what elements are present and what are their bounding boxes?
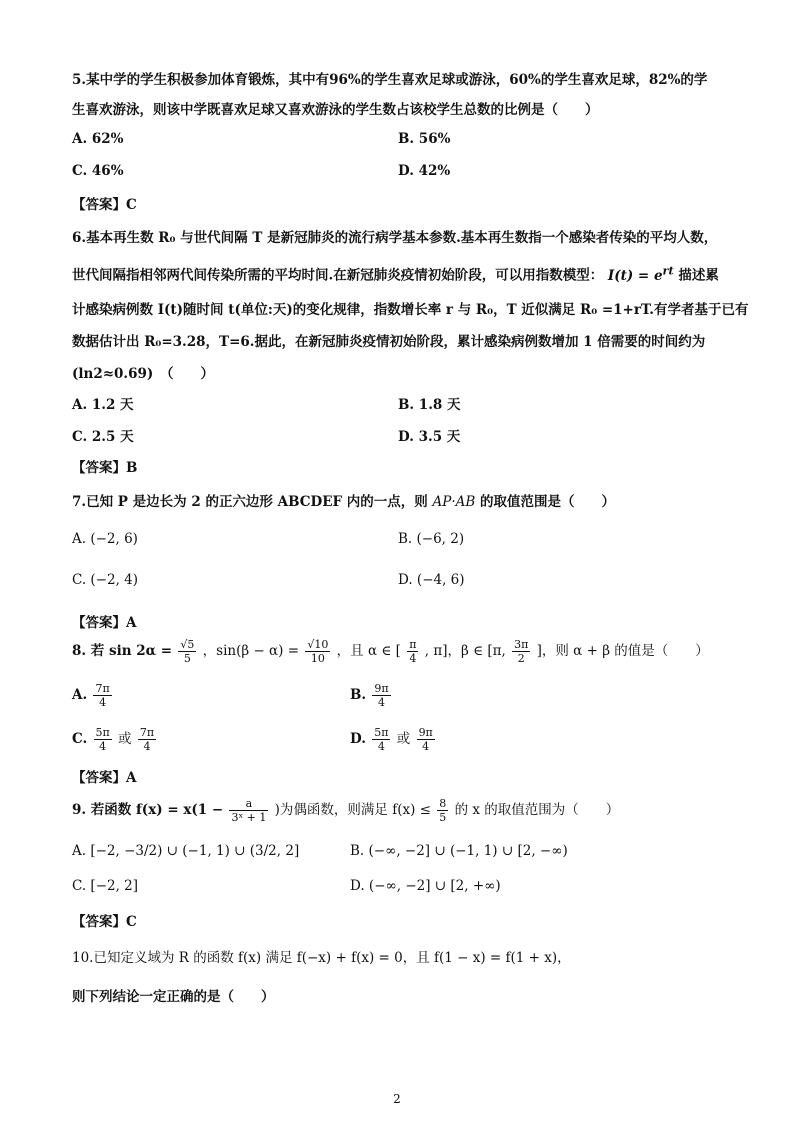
q5-option-a: A. 62% [72, 131, 124, 147]
q8-option-c-num2: 7π [139, 726, 155, 739]
q8-option-c-label: C. [72, 731, 88, 747]
q8-option-d-frac2 [417, 726, 435, 753]
q9-frac-a-den: 3ˣ + 1 [231, 811, 267, 824]
q6-stem-line3: 计感染病例数 I(t)随时间 t(单位:天)的变化规律，指数增长率 r 与 R₀，T 近似满足 R₀ =1+rT.有学者基于已有 [72, 302, 749, 318]
q9-option-a: A. [−2, −3/2) ∪ (−1, 1) ∪ (3/2, 2] [72, 843, 300, 859]
q8-option-a [72, 682, 114, 709]
q8-frac-pi-over-4 [407, 638, 418, 665]
q8-frac-sqrt5-over-5 [178, 638, 196, 665]
q9-option-d: D. (−∞, −2] ∪ [2, +∞) [350, 878, 501, 894]
q7-stem-post: 的取值范围是（ ） [480, 494, 616, 510]
q8-option-b-label: B. [350, 687, 367, 703]
q9-mid: )为偶函数，则满足 f(x) ≤ [274, 802, 431, 818]
q8-option-a-label: A. [72, 687, 88, 703]
q8-frac2-den: 10 [310, 652, 325, 665]
q7-option-a: A. (−2, 6) [72, 531, 138, 547]
q8-option-c-den2: 4 [143, 740, 151, 753]
q8-answer: 【答案】A [72, 770, 137, 786]
page-number: 2 [393, 1092, 401, 1106]
q6-option-a: A. 1.2 天 [72, 397, 134, 413]
q8-mid2: ，且 α ∈ [ [336, 643, 401, 659]
q8-option-d-den1: 4 [377, 740, 385, 753]
q7-option-d: D. (−4, 6) [398, 572, 465, 588]
q8-option-c-frac1 [94, 726, 112, 753]
q8-option-d-num2: 9π [418, 726, 433, 739]
q9-frac-8-num: 8 [439, 797, 447, 810]
q8-frac4-den: 2 [517, 652, 525, 665]
q6-option-d: D. 3.5 天 [398, 429, 461, 445]
q8-option-c-or: 或 [118, 731, 132, 747]
q8-stem [72, 638, 709, 665]
q8-mid3: , π]，β ∈ [π, [424, 643, 506, 659]
q8-option-b-den: 4 [378, 696, 386, 709]
q8-option-b [350, 682, 393, 709]
q8-frac-3pi-over-2 [512, 638, 530, 665]
q9-post: 的 x 的取值范围为（ ） [454, 802, 620, 818]
q8-option-a-num: 7π [95, 682, 110, 695]
q8-option-b-frac [372, 682, 390, 709]
q8-post: ]，则 α + β 的值是（ ） [536, 643, 709, 659]
q8-option-b-num: 9π [374, 682, 389, 695]
q6-stem-line5: (ln2≈0.69) （ ） [72, 366, 215, 382]
q9-frac-5-den: 5 [439, 811, 447, 824]
q9-stem [72, 797, 619, 824]
q9-option-b: B. (−∞, −2] ∪ (−1, 1) ∪ [2, −∞) [350, 843, 568, 859]
q8-frac3-den: 4 [409, 652, 417, 665]
q8-stem-pre: 8. 若 sin 2α = [72, 643, 173, 659]
q6-stem-line1: 6.基本再生数 R₀ 与世代间隔 T 是新冠肺炎的流行病学基本参数.基本再生数指一个感染者传染的平均人数， [72, 230, 718, 246]
q5-answer: 【答案】C [72, 197, 137, 213]
q7-option-b: B. (−6, 2) [398, 531, 465, 547]
q9-frac-a [229, 797, 268, 824]
q7-stem [72, 490, 615, 510]
q5-option-d: D. 42% [398, 163, 451, 179]
q8-frac4-num: 3π [514, 638, 529, 651]
q5-stem-line1: 5.某中学的学生积极参加体育锻炼，其中有96%的学生喜欢足球或游泳，60%的学生喜欢足球，82%的学 [72, 72, 708, 88]
q7-stem-pre: 7.已知 P 是边长为 2 的正六边形 ABCDEF 内的一点，则 [72, 494, 428, 510]
q8-option-d [350, 726, 437, 753]
q9-frac-8-5 [437, 797, 448, 824]
q8-option-c [72, 726, 158, 753]
q10-stem-line2: 则下列结论一定正确的是（ ） [72, 989, 275, 1005]
q6-formula-exp: rt [662, 263, 674, 277]
q6-formula-base: I(t) = e [607, 267, 663, 284]
q6-line2-text: 世代间隔指相邻两代间传染所需的平均时间.在新冠肺炎疫情初始阶段，可以用指数模型： [72, 267, 604, 284]
q9-frac-a-num: a [229, 797, 268, 811]
q8-option-c-num1: 5π [95, 726, 110, 739]
q8-option-c-frac2 [138, 726, 156, 753]
q6-option-b: B. 1.8 天 [398, 397, 461, 413]
q8-option-c-den1: 4 [99, 740, 107, 753]
q9-answer: 【答案】C [72, 914, 137, 930]
q8-option-d-frac1 [372, 726, 390, 753]
q8-option-d-num1: 5π [374, 726, 389, 739]
q8-frac2-num: √10 [307, 638, 329, 651]
q9-option-c: C. [−2, 2] [72, 878, 139, 894]
q8-option-d-label: D. [350, 731, 366, 747]
q7-option-c: C. (−2, 4) [72, 572, 139, 588]
q6-line2-tail: 描述累 [678, 267, 719, 284]
q8-frac-sqrt10-over-10 [305, 638, 330, 665]
q5-option-c: C. 46% [72, 163, 124, 179]
q5-stem-line2: 生喜欢游泳，则该中学既喜欢足球又喜欢游泳的学生数占该校学生总数的比例是（ ） [72, 102, 599, 118]
q8-option-d-den2: 4 [422, 740, 430, 753]
q8-frac1-den: 5 [183, 652, 191, 665]
q6-model-formula [607, 263, 674, 284]
q7-answer: 【答案】A [72, 615, 137, 631]
q7-vector-product: AP·AB [432, 494, 476, 510]
q8-option-a-den: 4 [99, 696, 107, 709]
q6-answer: 【答案】B [72, 460, 138, 476]
q8-frac1-num: √5 [180, 638, 195, 651]
q6-option-c: C. 2.5 天 [72, 429, 134, 445]
q6-stem-line4: 数据估计出 R₀=3.28，T=6.据此，在新冠肺炎疫情初始阶段，累计感染病例数增加 1 倍需要的时间约为 [72, 334, 706, 350]
q8-option-a-frac [93, 682, 111, 709]
q10-stem-line1: 10.已知定义域为 R 的函数 f(x) 满足 f(−x) + f(x) = 0，且 f(1 − x) = f(1 + x)， [72, 950, 571, 966]
q8-frac3-num: π [409, 638, 417, 651]
q6-stem-line2 [72, 263, 719, 284]
q9-stem-pre: 9. 若函数 f(x) = x(1 − [72, 802, 224, 818]
q5-option-b: B. 56% [398, 131, 451, 147]
q8-mid1: ，sin(β − α) = [202, 643, 300, 659]
q8-option-d-or: 或 [396, 731, 411, 747]
